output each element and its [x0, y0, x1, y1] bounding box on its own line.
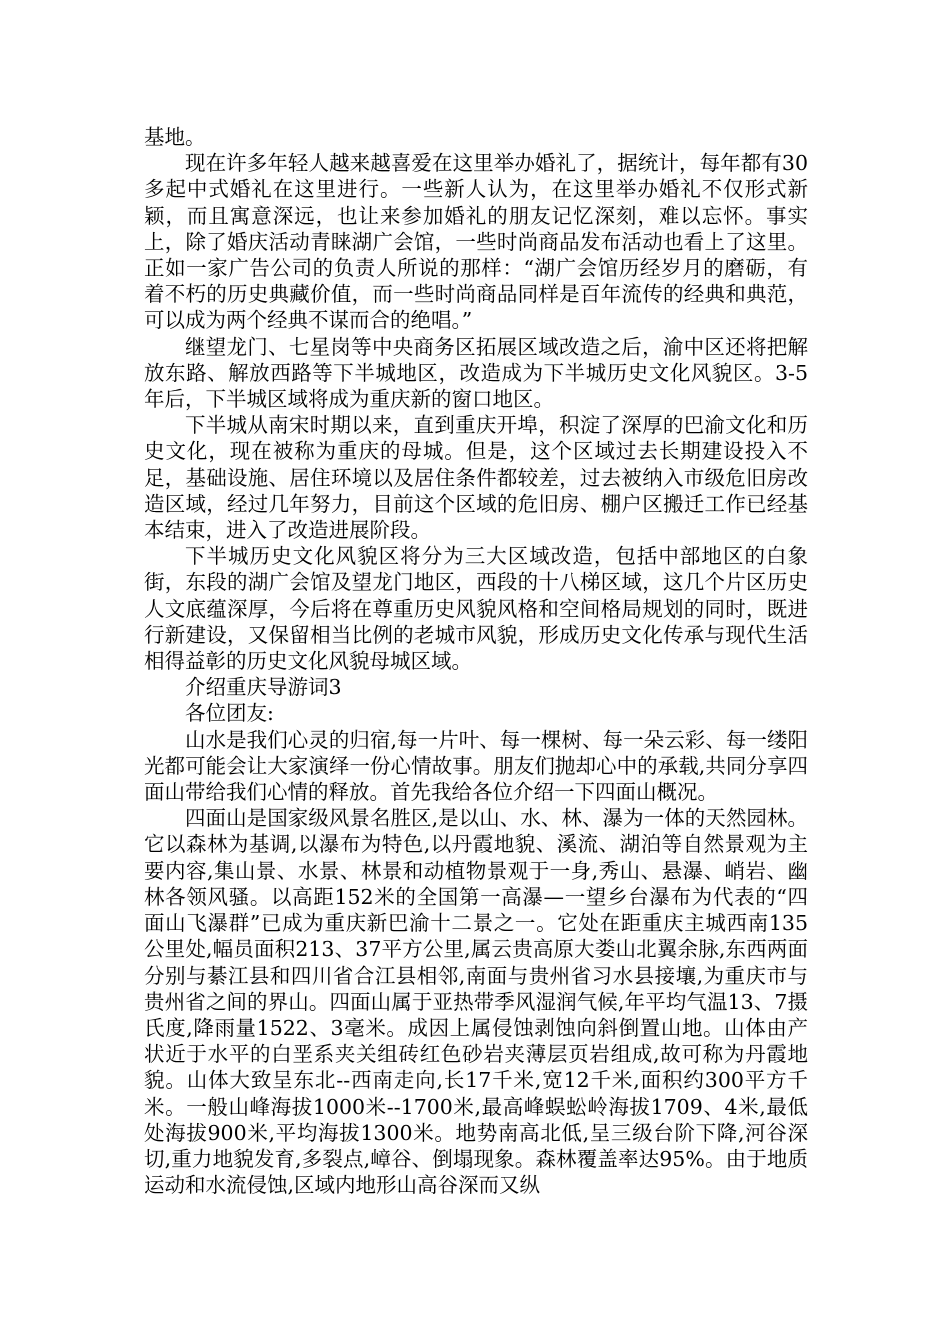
document-body — [144, 124, 808, 1198]
paragraph-continuation: 基地。 — [144, 125, 206, 149]
paragraph-intro: 山水是我们心灵的归宿,每一片叶、每一棵树、每一朵云彩、每一缕阳光都可能会让大家演绎一份心情故事。朋友们抛却心中的承载,共同分享四面山带给我们心情的释放。首先我给各位介绍一下四面山概况。 — [144, 727, 808, 805]
section-title: 介绍重庆导游词3 — [185, 675, 342, 700]
paragraph-weddings: 现在许多年轻人越来越喜爱在这里举办婚礼了，据统计，每年都有30多起中式婚礼在这里进行。一些新人认为，在这里举办婚礼不仅形式新颖，而且寓意深远，也让来参加婚礼的朋友记忆深刻，难以忘怀。事实上，除了婚庆活动青睐湖广会馆，一些时尚商品发布活动也看上了这里。正如一家广告公司的负责人所说的那样：“湖广会馆历经岁月的磨砺，有着不朽的历史典藏价值，而一些时尚商品同样是百年流传的经典和典范，可以成为两个经典不谋而合的绝唱。” — [144, 151, 808, 333]
paragraph-three-zones: 下半城历史文化风貌区将分为三大区域改造，包括中部地区的白象街，东段的湖广会馆及望龙门地区，西段的十八梯区域，这几个片区历史人文底蕴深厚，今后将在尊重历史风貌风格和空间格局规划的同时，既进行新建设，又保留相当比例的老城市风貌，形成历史文化传承与现代生活相得益彰的历史文化风貌母城区域。 — [144, 544, 808, 674]
paragraph-renovation: 继望龙门、七星岗等中央商务区拓展区域改造之后，渝中区还将把解放东路、解放西路等下半城地区，改造成为下半城历史文化风貌区。3-5年后，下半城区域将成为重庆新的窗口地区。 — [144, 334, 808, 412]
paragraph-greeting: 各位团友: — [185, 701, 274, 726]
paragraph-mother-city: 下半城从南宋时期以来，直到重庆开埠，积淀了深厚的巴渝文化和历史文化，现在被称为重庆的母城。但是，这个区域过去长期建设投入不足，基础设施、居住环境以及居住条件都较差，过去被纳入市级危旧房改造区域，经过几年努力，目前这个区域的危旧房、棚户区搬迁工作已经基本结束，进入了改造进展阶段。 — [144, 413, 808, 543]
paragraph-simianshan: 四面山是国家级风景名胜区,是以山、水、林、瀑为一体的天然园林。它以森林为基调,以瀑布为特色,以丹霞地貌、溪流、湖泊等自然景观为主要内容,集山景、水景、林景和动植物景观于一身,秀山、悬瀑、峭岩、幽林各领风骚。以高距152米的全国第一高瀑—一望乡台瀑布为代表的“四面山飞瀑群”已成为重庆新巴渝十二景之一。它处在距重庆主城西南135公里处,幅员面积213、37平方公里,属云贵高原大娄山北翼余脉,东西两面分别与綦江县和四川省合江县相邻,南面与贵州省习水县接壤,为重庆市与贵州省之间的界山。四面山属于亚热带季风湿润气候,年平均气温13、7摄氏度,降雨量1522、3毫米。成因上属侵蚀剥蚀向斜倒置山地。山体由产状近于水平的白垩系夹关组砖红色砂岩夹薄层页岩组成,故可称为丹霞地貌。山体大致呈东北--西南走向,长17千米,宽12千米,面积约300平方千米。一般山峰海拔1000米--1700米,最高峰蜈蚣岭海拔1709、4米,最低处海拔900米,平均海拔1300米。地势南高北低,呈三级台阶下降,河谷深切,重力地貌发育,多裂点,嶂谷、倒塌现象。森林覆盖率达95%。由于地质运动和水流侵蚀,区域内地形山高谷深而又纵 — [144, 806, 808, 1198]
